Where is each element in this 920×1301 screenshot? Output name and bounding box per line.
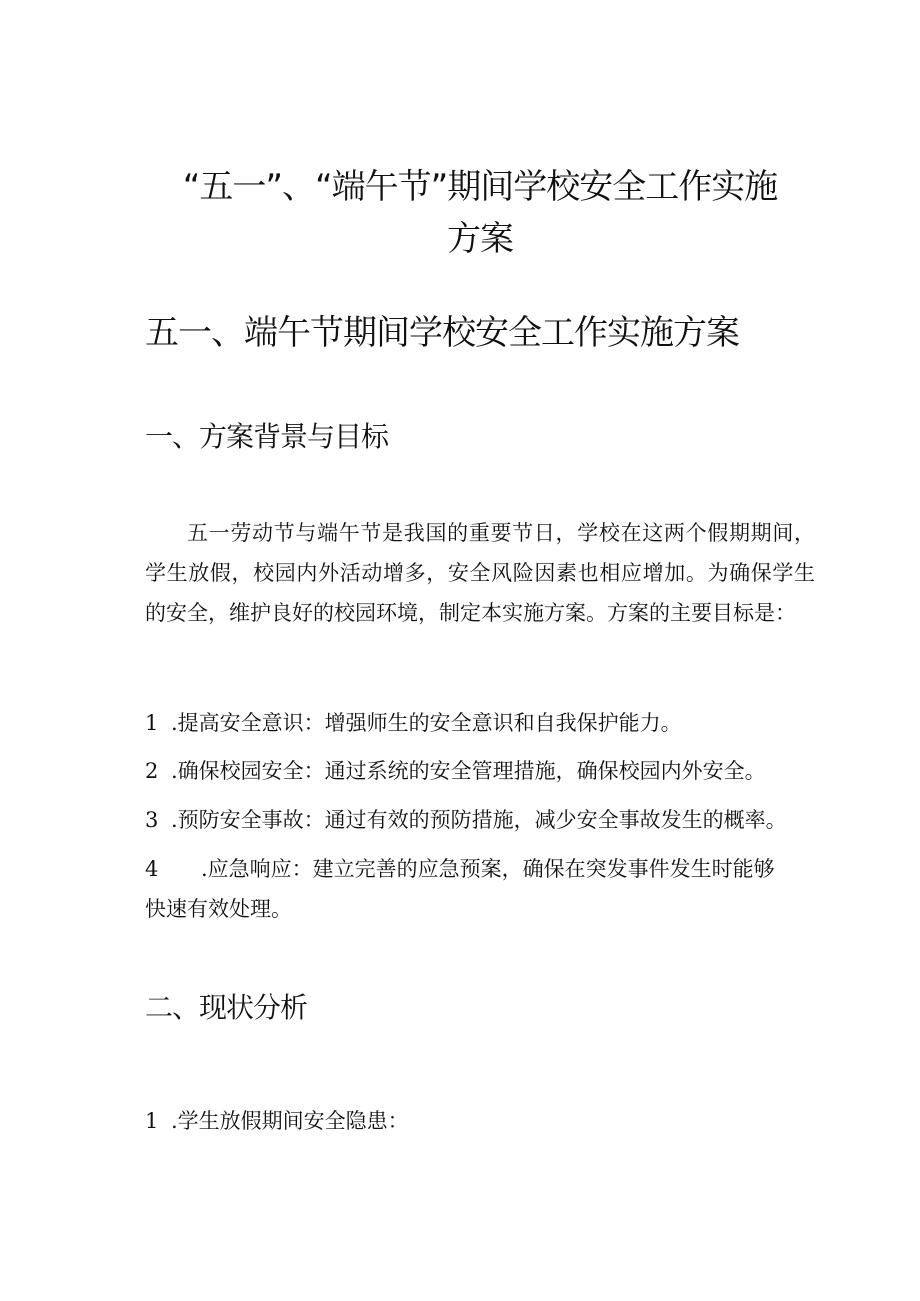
goal-item-1-text: .提高安全意识：增强师生的安全意识和自我保护能力。 (171, 711, 682, 735)
section-2-heading: 二、现状分析 (145, 991, 308, 1024)
goal-item-2 (145, 751, 815, 791)
document-title-line-1: “五一”、“端午节”期间学校安全工作实施 (182, 167, 778, 207)
goal-item-4-text: .应急响应：建立完善的应急预案，确保在突发事件发生时能够 (201, 857, 775, 881)
main-heading: 五一、端午节期间学校安全工作实施方案 (145, 313, 739, 353)
goal-item-4-number: 4 (145, 857, 159, 881)
goal-item-3-number: 3 (145, 808, 159, 832)
section-1-heading: 一、方案背景与目标 (145, 420, 389, 453)
analysis-item-1 (145, 1101, 815, 1141)
section-1-paragraph: 五一劳动节与端午节是我国的重要节日，学校在这两个假期期间，学生放假，校园内外活动增多，安全风险因素也相应增加。为确保学生的安全，维护良好的校园环境，制定本实施方案。方案的主要目标是： (145, 521, 815, 625)
goal-item-3 (145, 800, 815, 840)
analysis-item-1-text: .学生放假期间安全隐患： (171, 1109, 409, 1133)
goal-item-2-number: 2 (145, 759, 159, 783)
goal-item-4-continuation: 快速有效处理。 (145, 897, 292, 921)
analysis-item-1-number: 1 (145, 1109, 159, 1133)
goal-item-2-text: .确保校园安全：通过系统的安全管理措施，确保校园内外安全。 (171, 759, 766, 783)
document-title-line-2: 方案 (447, 219, 513, 259)
goal-item-1-number: 1 (145, 711, 159, 735)
goal-item-4 (145, 849, 815, 929)
goal-item-3-text: .预防安全事故：通过有效的预防措施，减少安全事故发生的概率。 (171, 808, 787, 832)
goal-item-1 (145, 703, 815, 743)
